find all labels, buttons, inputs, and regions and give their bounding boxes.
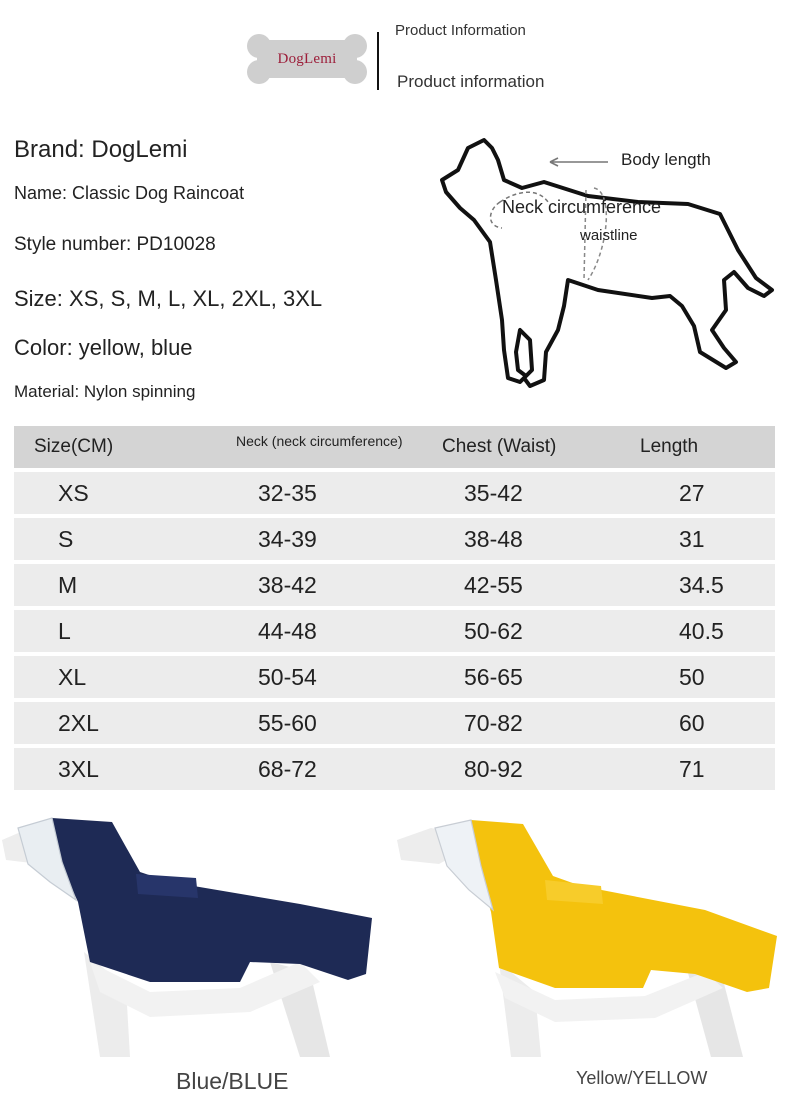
size-cell: XS xyxy=(58,479,89,506)
length-cell: 40.5 xyxy=(679,617,724,644)
neck-cell: 44-48 xyxy=(258,617,317,644)
chest-cell: 70-82 xyxy=(464,709,523,736)
yellow-raincoat-photo xyxy=(395,812,785,1057)
chest-cell: 50-62 xyxy=(464,617,523,644)
header-neck: Neck (neck circumference) xyxy=(236,433,403,449)
size-cell: XL xyxy=(58,663,87,690)
dog-outline-icon xyxy=(442,140,772,386)
header-divider xyxy=(377,32,379,90)
size-list-text: Size: XS, S, M, L, XL, 2XL, 3XL xyxy=(14,286,323,311)
table-row xyxy=(14,518,775,560)
size-cell: S xyxy=(58,525,74,552)
chest-cell: 35-42 xyxy=(464,479,523,506)
length-cell: 71 xyxy=(679,755,705,782)
color-text: Color: yellow, blue xyxy=(14,335,193,360)
brand-text: Brand: DogLemi xyxy=(14,136,188,163)
chest-cell: 80-92 xyxy=(464,755,523,782)
body-length-label: Body length xyxy=(621,150,711,169)
size-cell: 2XL xyxy=(58,709,99,736)
length-cell: 34.5 xyxy=(679,571,724,598)
length-cell: 27 xyxy=(679,479,705,506)
body-length-arrow xyxy=(550,158,608,166)
header-chest: Chest (Waist) xyxy=(442,436,557,457)
table-row xyxy=(14,472,775,514)
size-cell: L xyxy=(58,617,71,644)
header-title-primary: Product Information xyxy=(395,22,526,39)
neck-circumference-label: Neck circumference xyxy=(502,197,662,217)
length-cell: 50 xyxy=(679,663,705,690)
neck-cell: 55-60 xyxy=(258,709,317,736)
blue-raincoat-photo xyxy=(0,812,390,1057)
neck-cell: 34-39 xyxy=(258,525,317,552)
header-length: Length xyxy=(640,436,699,457)
size-cell: M xyxy=(58,571,78,598)
neck-cell: 50-54 xyxy=(258,663,317,690)
neck-cell: 32-35 xyxy=(258,479,317,506)
table-row xyxy=(14,610,775,652)
yellow-caption: Yellow/YELLOW xyxy=(576,1068,708,1088)
neck-cell: 68-72 xyxy=(258,755,317,782)
neck-cell: 38-42 xyxy=(258,571,317,598)
size-table xyxy=(14,426,775,790)
header-size: Size(CM) xyxy=(34,436,114,457)
size-cell: 3XL xyxy=(58,755,99,782)
name-text: Name: Classic Dog Raincoat xyxy=(14,183,245,203)
table-header xyxy=(14,426,775,468)
chest-cell: 56-65 xyxy=(464,663,523,690)
length-cell: 31 xyxy=(679,525,705,552)
table-row xyxy=(14,702,775,744)
chest-cell: 42-55 xyxy=(464,571,523,598)
material-text: Material: Nylon spinning xyxy=(14,382,196,401)
style-number-text: Style number: PD10028 xyxy=(14,234,216,255)
header-title-secondary: Product information xyxy=(397,72,545,91)
table-row xyxy=(14,564,775,606)
logo-text: DogLemi xyxy=(277,50,337,67)
length-cell: 60 xyxy=(679,709,705,736)
waistline-label: waistline xyxy=(580,227,638,244)
table-row xyxy=(14,748,775,790)
dog-measurement-diagram xyxy=(438,130,778,395)
blue-caption: Blue/BLUE xyxy=(176,1068,289,1094)
doglemi-logo xyxy=(245,30,369,88)
chest-cell: 38-48 xyxy=(464,525,523,552)
table-row xyxy=(14,656,775,698)
